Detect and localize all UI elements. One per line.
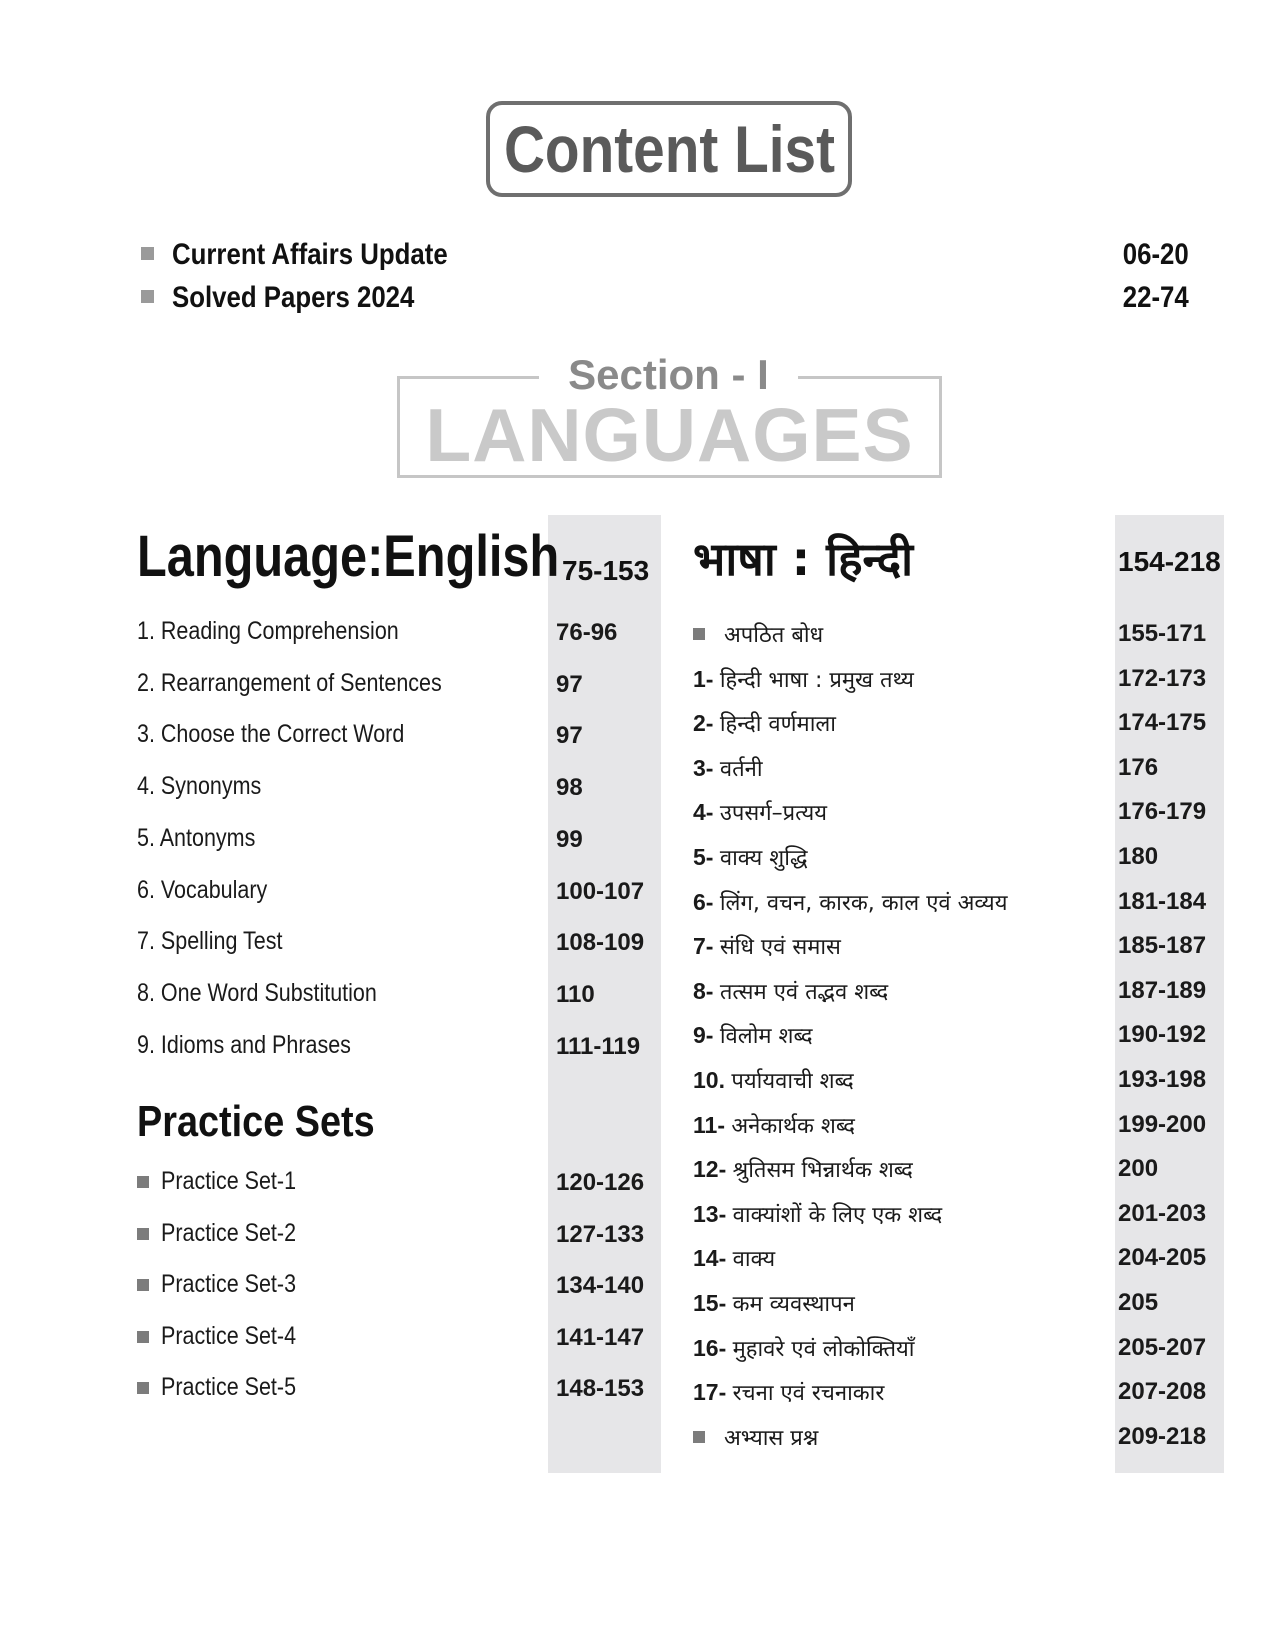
hindi-item-number: 11- [693,1111,732,1138]
hindi-item-text: वर्तनी [719,756,763,782]
english-item-pages: 76-96 [556,619,618,646]
hindi-item-label [693,976,888,1006]
hindi-item-pages: 174-175 [1118,709,1207,737]
hindi-item-label [693,1199,942,1229]
english-item-pages: 97 [556,722,583,750]
english-item-label: 5. Antonyms [137,823,256,852]
hindi-item-label [693,887,1007,917]
bullet-icon [137,1331,149,1343]
bullet-icon [141,290,154,303]
hindi-item-text: संधि एवं समास [719,935,841,961]
hindi-item-pages: 209-218 [1118,1422,1207,1450]
hindi-item-text: हिन्दी भाषा : प्रमुख तथ्य [719,667,914,693]
english-item-pages: 100-107 [556,877,645,905]
hindi-item-text: अपठित बोध [724,623,824,648]
hindi-item-text: हिन्दी वर्णमाला [719,712,837,738]
english-item-label: 2. Rearrangement of Sentences [137,668,442,697]
english-item-pages: 111-119 [556,1032,641,1060]
hindi-item-number: 14- [693,1245,733,1272]
hindi-item-text: वाक्यांशों के लिए एक शब्द [732,1202,943,1228]
english-item-pages: 98 [556,774,583,802]
hindi-item-text: उपसर्ग–प्रत्यय [719,801,828,827]
hindi-item-label [693,1154,913,1184]
hindi-item-number: 6- [693,888,720,915]
english-item-label: 1. Reading Comprehension [137,617,399,645]
english-item-pages: 97 [556,670,583,698]
hindi-item-pages: 193-198 [1118,1066,1207,1093]
page-title: Content List [503,112,835,186]
hindi-item-pages: 176-179 [1118,798,1207,826]
hindi-item-text: वाक्य शुद्धि [719,846,808,871]
bullet-icon [137,1382,149,1394]
top-item-pages: 06-20 [1123,238,1189,271]
hindi-item-text: लिंग, वचन, कारक, काल एवं अव्यय [719,890,1008,916]
hindi-item-label [693,842,808,872]
hindi-item-pages: 172-173 [1118,664,1207,692]
bullet-icon [137,1176,149,1188]
bullet-icon [693,1431,705,1443]
practice-heading: Practice Sets [137,1097,375,1146]
hindi-item-number: 17- [693,1379,733,1406]
hindi-item-text: अनेकार्थक शब्द [731,1113,855,1139]
hindi-item-text: अभ्यास प्रश्न [724,1425,819,1451]
english-item-label: 4. Synonyms [137,772,262,801]
hindi-item-label [693,931,841,961]
hindi-item-text: वाक्य [732,1247,776,1273]
bullet-icon [137,1228,149,1240]
english-item-label: 8. One Word Substitution [137,978,377,1007]
hindi-item-label [693,1243,775,1273]
hindi-item-pages: 185-187 [1118,932,1207,960]
bullet-icon [693,628,705,640]
hindi-item-number: 8- [693,977,720,1004]
hindi-item-text: तत्सम एवं तद्भव शब्द [719,979,889,1005]
hindi-item-label [693,1333,915,1363]
top-item-pages: 22-74 [1123,281,1189,314]
hindi-item-pages: 187-189 [1118,976,1207,1004]
section-border-right [798,376,942,379]
hindi-item-pages: 201-203 [1118,1199,1207,1227]
practice-item-label: Practice Set-5 [161,1373,297,1401]
hindi-item-label [693,1020,813,1050]
hindi-item-pages: 181-184 [1118,887,1207,915]
hindi-item-number: 13- [693,1200,733,1227]
practice-item-pages: 148-153 [556,1375,645,1402]
english-item-label: 9. Idioms and Phrases [137,1030,351,1059]
hindi-heading: भाषा : हिन्दी [693,532,914,586]
hindi-item-label [724,1422,818,1452]
bullet-icon [137,1279,149,1291]
hindi-item-label [693,708,836,738]
hindi-item-label [693,1377,884,1407]
hindi-item-pages: 204-205 [1118,1244,1207,1272]
hindi-item-pages: 190-192 [1118,1021,1207,1049]
section-title: Section - I [568,351,769,398]
english-item-label: 6. Vocabulary [137,875,268,904]
english-item-pages: 108-109 [556,929,645,957]
english-heading: Language:English [137,524,560,589]
section-subtitle: LANGUAGES [425,393,914,477]
hindi-item-text: मुहावरे एवं लोकोक्तियाँ [732,1336,915,1362]
english-item-label: 7. Spelling Test [137,927,283,956]
hindi-item-label [693,664,914,694]
hindi-item-number: 2- [693,710,720,737]
english-heading-pages: 75-153 [562,555,650,586]
practice-item-pages: 141-147 [556,1323,645,1351]
practice-item-label: Practice Set-3 [161,1270,297,1298]
top-item-label: Current Affairs Update [172,238,448,271]
hindi-item-label [693,753,763,783]
hindi-item-pages: 199-200 [1118,1110,1207,1138]
hindi-item-number: 7- [693,933,720,960]
hindi-item-pages: 155-171 [1118,620,1207,647]
hindi-item-label [693,1065,854,1095]
hindi-item-pages: 200 [1118,1155,1159,1183]
practice-item-label: Practice Set-1 [161,1167,297,1195]
hindi-item-text: श्रुतिसम भिन्नार्थक शब्द [732,1158,913,1184]
section-border-left [397,376,539,379]
hindi-item-number: 16- [693,1334,733,1361]
hindi-item-number: 9- [693,1022,720,1049]
hindi-item-number: 5- [693,844,720,870]
hindi-item-pages: 207-208 [1118,1378,1207,1406]
hindi-item-number: 12- [693,1156,733,1183]
hindi-item-text: विलोम शब्द [719,1024,813,1050]
hindi-item-pages: 176 [1118,753,1159,781]
practice-item-pages: 120-126 [556,1169,645,1196]
hindi-item-text: पर्यायवाची शब्द [731,1069,854,1094]
hindi-item-label [693,1110,855,1140]
hindi-item-label [693,1288,855,1318]
hindi-item-number: 3- [693,754,720,781]
hindi-item-pages: 180 [1118,843,1159,870]
hindi-heading-pages: 154-218 [1118,546,1221,577]
top-item-label: Solved Papers 2024 [172,281,415,314]
hindi-item-number: 4- [693,799,720,826]
bullet-icon [141,247,154,260]
title-box [486,101,852,197]
practice-item-pages: 127-133 [556,1220,645,1248]
practice-item-label: Practice Set-2 [161,1218,297,1247]
hindi-item-label [724,619,823,649]
hindi-item-text: रचना एवं रचनाकार [732,1381,885,1407]
practice-item-label: Practice Set-4 [161,1321,297,1350]
english-item-label: 3. Choose the Correct Word [137,720,405,749]
hindi-item-label [693,797,827,827]
english-item-pages: 99 [556,825,583,853]
hindi-item-text: कम व्यवस्थापन [732,1292,855,1317]
hindi-item-pages: 205 [1118,1289,1159,1316]
english-item-pages: 110 [556,980,595,1008]
hindi-item-number: 15- [693,1290,733,1316]
hindi-item-number: 10. [693,1067,732,1093]
hindi-item-number: 1- [693,665,720,692]
practice-item-pages: 134-140 [556,1272,645,1299]
hindi-item-pages: 205-207 [1118,1333,1207,1361]
